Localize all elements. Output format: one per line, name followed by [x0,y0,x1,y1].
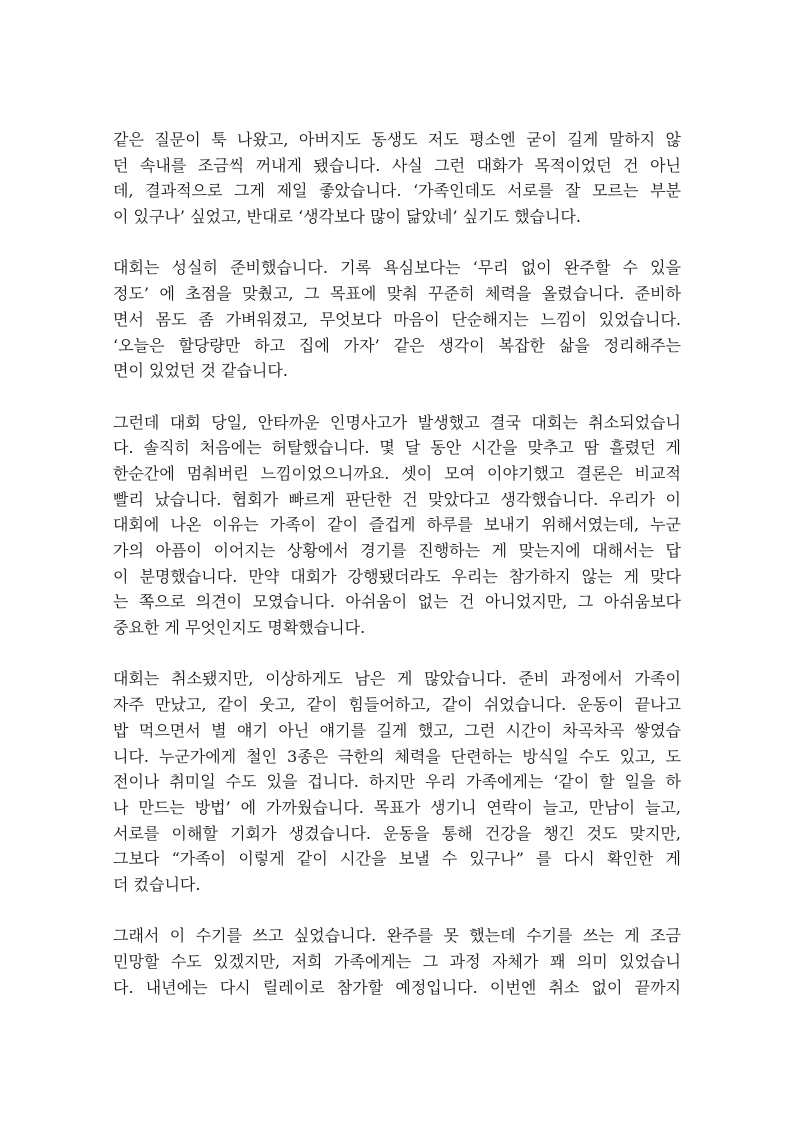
paragraph [113,923,681,1000]
text-line: ‘오늘은 할당량만 하고 집에 가자’ 같은 생각이 복잡한 삶을 정리해주는 [113,335,681,355]
paragraph [113,127,681,230]
text-line: 이 있구나’ 싶었고, 반대로 ‘생각보다 많이 닮았네’ 싶기도 했습니다. [113,207,581,227]
text-line: 는 쪽으로 의견이 모였습니다. 아쉬움이 없는 건 아니었지만, 그 아쉬움보다 [113,592,681,612]
text-line: 그보다 “가족이 이렇게 같이 시간을 보낼 수 있구나” 를 다시 확인한 게 [113,849,681,869]
text-line: 더 컸습니다. [113,874,201,894]
text-line: 빨리 났습니다. 협회가 빠르게 판단한 건 맞았다고 생각했습니다. 우리가 이 [113,489,681,509]
text-line: 중요한 게 무엇인지도 명확했습니다. [113,618,366,638]
text-line: 서로를 이해할 기회가 생겼습니다. 운동을 통해 건강을 챙긴 것도 맞지만, [113,823,681,843]
text-line: 니다. 누군가에게 철인 3종은 극한의 체력을 단련하는 방식일 수도 있고, 도 [113,746,681,766]
text-line: 민망할 수도 있겠지만, 저희 가족에게는 그 과정 자체가 꽤 의미 있었습니 [113,952,681,971]
text-line: 같은 질문이 툭 나왔고, 아버지도 동생도 저도 평소엔 굳이 길게 말하지 않 [113,130,681,149]
text-line: 정도’ 에 초점을 맞췄고, 그 목표에 맞춰 꾸준히 체력을 올렸습니다. 준비하 [113,284,681,304]
text-line: 전이나 취미일 수도 있을 겁니다. 하지만 우리 가족에게는 ‘같이 할 일을 하 [113,772,681,792]
text-line: 밥 먹으면서 별 얘기 아닌 얘기를 길게 했고, 그런 시간이 차곡차곡 쌓였습 [113,720,681,740]
text-line: 그런데 대회 당일, 안타까운 인명사고가 발생했고 결국 대회는 취소되었습니 [113,412,681,432]
text-line: 면서 몸도 좀 가벼워졌고, 무엇보다 마음이 단순해지는 느낌이 있었습니다. [113,309,681,329]
text-line: 그래서 이 수기를 쓰고 싶었습니다. 완주를 못 했는데 수기를 쓰는 게 조금 [113,926,681,946]
paragraph [113,255,681,383]
text-line: 다. 내년에는 다시 릴레이로 참가할 예정입니다. 이번엔 취소 없이 끝까지 [113,977,681,997]
text-line: 면이 있었던 것 같습니다. [113,361,288,381]
text-line: 데, 결과적으로 그게 제일 좋았습니다. ‘가족인데도 서로를 잘 모르는 부분 [113,181,681,201]
text-line: 다. 솔직히 처음에는 허탈했습니다. 몇 달 동안 시간을 맞추고 땀 흘렸던 게 [113,438,681,458]
text-line: 이 분명했습니다. 만약 대회가 강행됐더라도 우리는 참가하지 않는 게 맞다 [113,566,681,586]
text-line: 대회는 성실히 준비했습니다. 기록 욕심보다는 ‘무리 없이 완주할 수 있을 [113,258,681,278]
text-line: 대회에 나온 이유는 가족이 같이 즐겁게 하루를 보내기 위해서였는데, 누군 [113,515,681,535]
paragraph [113,410,681,641]
document-page [113,127,681,1026]
text-line: 한순간에 멈춰버린 느낌이었으니까요. 셋이 모여 이야기했고 결론은 비교적 [113,463,681,483]
text-line: 던 속내를 조금씩 꺼내게 됐습니다. 사실 그런 대화가 목적이었던 건 아닌 [113,155,681,175]
text-line: 자주 만났고, 같이 웃고, 같이 힘들어하고, 같이 쉬었습니다. 운동이 끝나고 [113,695,681,715]
paragraph [113,666,681,897]
text-line: 나 만드는 방법’ 에 가까웠습니다. 목표가 생기니 연락이 늘고, 만남이 늘고, [113,797,681,817]
text-line: 대회는 취소됐지만, 이상하게도 남은 게 많았습니다. 준비 과정에서 가족이 [113,669,681,689]
text-line: 가의 아픔이 이어지는 상황에서 경기를 진행하는 게 맞는지에 대해서는 답 [113,541,681,560]
